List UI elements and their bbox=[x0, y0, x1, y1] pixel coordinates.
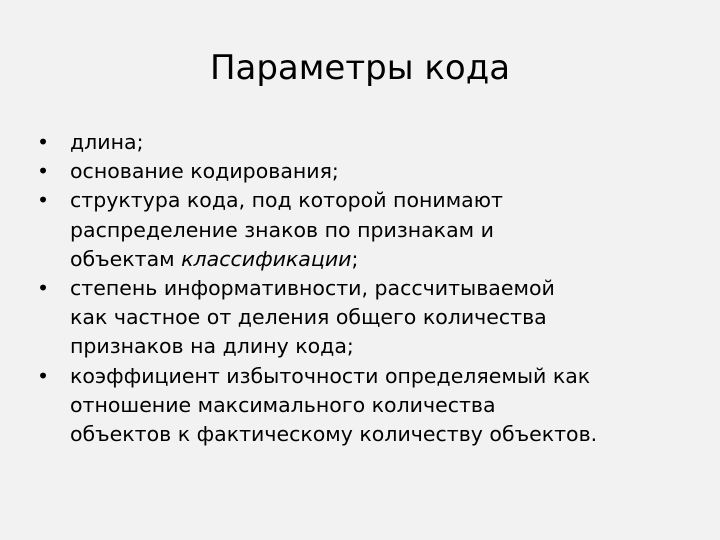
bullet-item-base bbox=[36, 157, 696, 186]
bullet-text-line: коэффициент избыточности определяемый как bbox=[70, 363, 591, 388]
bullet-item-length bbox=[36, 128, 696, 157]
bullet-text-fragment: объектам bbox=[70, 246, 182, 271]
bullet-text-line: степень информативности, рассчитываемой bbox=[70, 276, 555, 301]
slide-title: Параметры кода bbox=[209, 48, 511, 88]
bullet-item-structure bbox=[36, 186, 696, 274]
bullet-item-informativeness bbox=[36, 274, 696, 362]
bullet-text-line: объектов к фактическому количеству объектов. bbox=[70, 422, 598, 447]
bullet-text: длина; bbox=[70, 130, 144, 154]
bullet-text-line: как частное от деления общего количества bbox=[70, 305, 547, 330]
bullet-icon: • bbox=[36, 276, 50, 301]
bullet-icon: • bbox=[36, 363, 50, 388]
bullet-item-redundancy bbox=[36, 362, 696, 450]
bullet-icon: • bbox=[36, 188, 50, 213]
bullet-text-line: признаков на длину кода; bbox=[70, 334, 354, 359]
bullet-text-line: структура кода, под которой понимают bbox=[70, 188, 503, 213]
bullet-text-line: распределение знаков по признакам и bbox=[70, 217, 494, 242]
bullet-text: основание кодирования; bbox=[70, 159, 339, 184]
bullet-icon: • bbox=[36, 130, 50, 154]
bullet-text-line: отношение максимального количества bbox=[70, 392, 496, 417]
bullet-text-fragment: ; bbox=[351, 246, 359, 271]
italic-term: классификации bbox=[181, 246, 352, 271]
bullet-icon: • bbox=[36, 159, 50, 184]
bullet-text-line bbox=[70, 245, 696, 274]
bullet-list bbox=[36, 128, 696, 449]
